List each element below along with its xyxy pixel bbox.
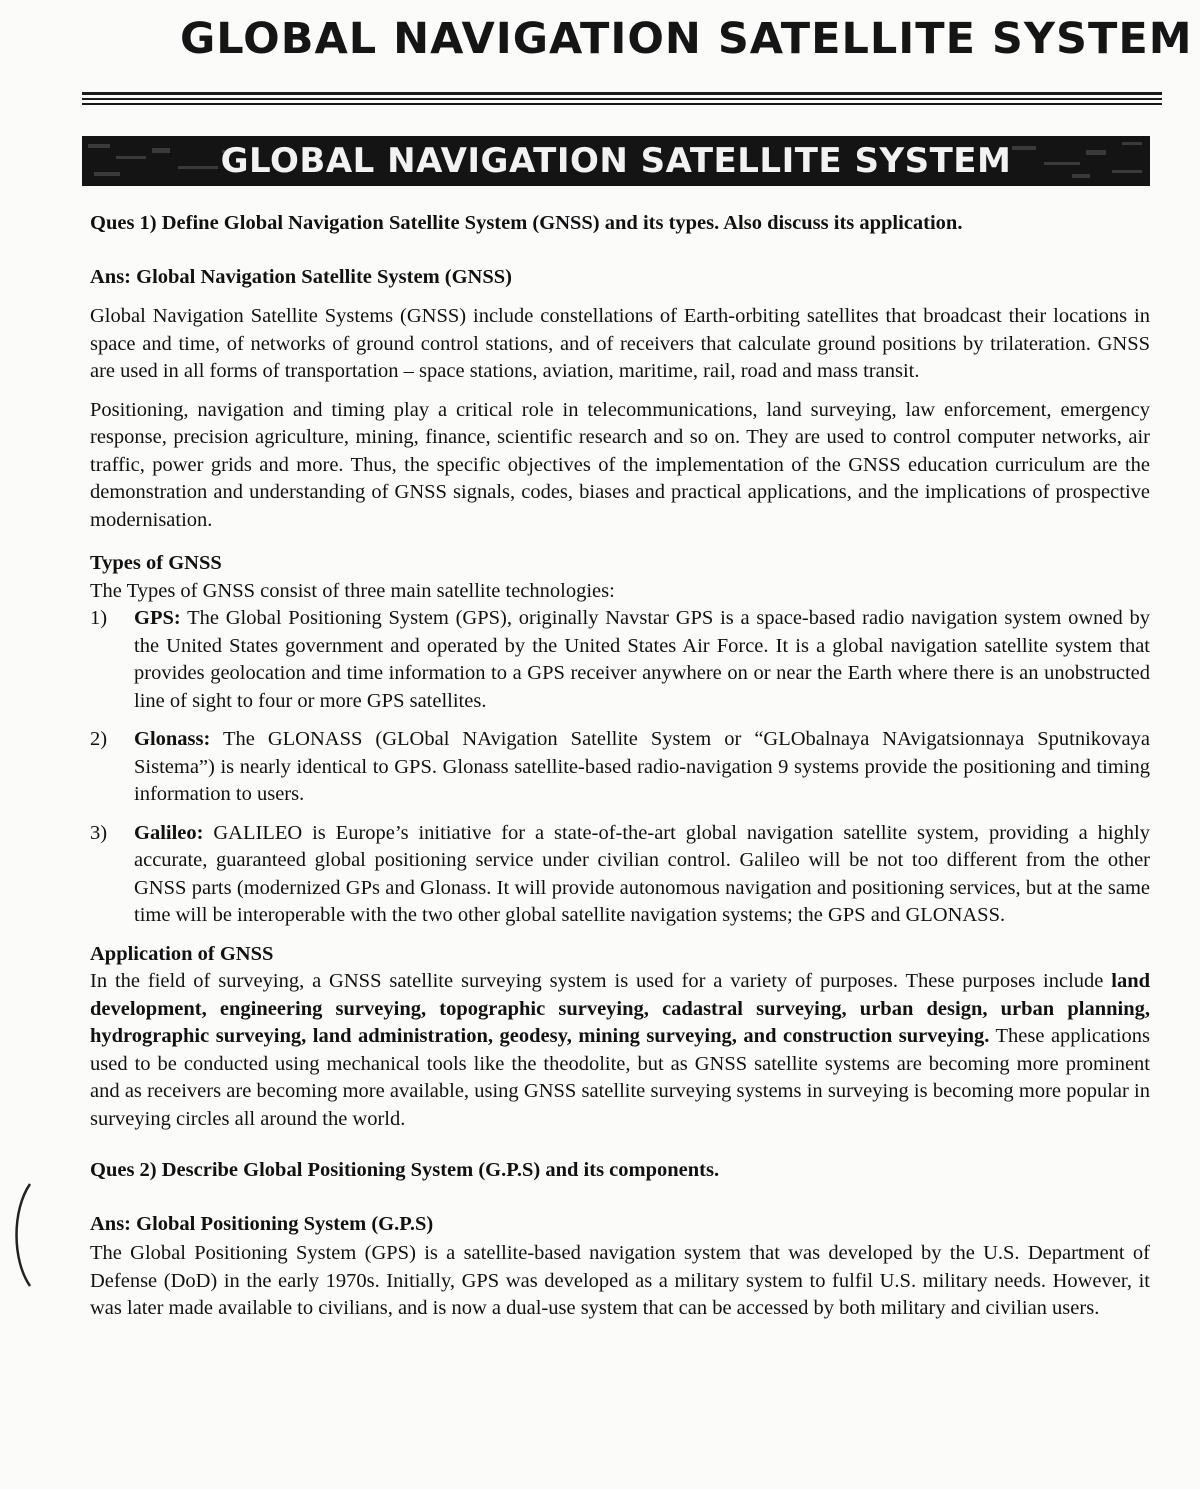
banner-title: GLOBAL NAVIGATION SATELLITE SYSTEM xyxy=(220,141,1012,181)
list-item-body xyxy=(134,605,1150,715)
title-rule-top xyxy=(82,92,1162,95)
application-text-end: These applications used to be conducted using mechanical tools like the theodolite, but as GNSS satellite systems are becoming more prominent and as receivers are becoming more available, using GNSS satellite surveying systems in surveying is becoming more popular in surveying circles all around the world. xyxy=(90,1025,1151,1130)
list-item xyxy=(90,726,1150,809)
types-heading: Types of GNSS xyxy=(90,552,222,574)
list-item-term: GPS: xyxy=(134,607,181,629)
answer-2-label-text: Ans: Global Positioning System (G.P.S) xyxy=(90,1212,434,1235)
question-1: Ques 1) Define Global Navigation Satellite System (GNSS) and its types. Also discuss its application. xyxy=(90,212,963,234)
application-heading: Application of GNSS xyxy=(90,942,274,965)
answer-2-label xyxy=(90,1211,1150,1239)
title-rule-mid xyxy=(82,98,1162,100)
answer-1-label xyxy=(90,264,1150,292)
types-intro: The Types of GNSS consist of three main satellite technologies: xyxy=(90,579,615,602)
answer-1-paragraph-2: Positioning, navigation and timing play a critical role in telecommunications, land surveying, law enforcement, emergency response, precision agriculture, mining, finance, scientific research and so on. They are used to control computer networks, air traffic, power grids and more. Thus, the specific objectives of the implementation of the GNSS education curriculum are the demonstration and understanding of GNSS signals, codes, biases and practical applications, and the implications of prospective modernisation. xyxy=(90,398,1150,531)
margin-bracket-mark xyxy=(8,1180,38,1290)
document-body xyxy=(90,210,1150,1334)
list-item-text: GALILEO is Europe’s initiative for a state-of-the-art global navigation satellite system, providing a highly accurate, guaranteed global positioning service under civilian control. Galileo will be not too different from the other GNSS parts (modernized GPs and Glonass. It will provide autonomous navigation and positioning services, but at the same time will be interoperable with the two other global satellite navigation systems; the GPS and GLONASS. xyxy=(134,821,1150,926)
application-text-start: In the field of surveying, a GNSS satellite surveying system is used for a variety of purposes. These purposes include xyxy=(90,970,1112,992)
answer-2-paragraph-1: The Global Positioning System (GPS) is a satellite-based navigation system that was developed by the U.S. Department of Defense (DoD) in the early 1970s. Initially, GPS was developed as a military system to fulfil U.S. military needs. However, it was later made available to civilians, and is now a dual-use system that can be accessed by both military and civilian users. xyxy=(90,1242,1150,1319)
list-item-body xyxy=(134,820,1150,930)
application-paragraph xyxy=(90,968,1150,1133)
list-item-text: The GLONASS (GLObal NAvigation Satellite System or “GLObalnaya NAvigatsionnaya Sputnikovaya Sistema”) is nearly identical to GPS. Glonass satellite-based radio-navigation 9 systems provide the positioning and timing information to users. xyxy=(134,728,1150,805)
answer-1-label-text: Ans: Global Navigation Satellite System (GNSS) xyxy=(90,265,512,288)
list-item-body xyxy=(134,726,1150,809)
list-item xyxy=(90,820,1150,930)
application-keywords: land development, engineering surveying, topographic surveying, cadastral surveying, urban design, urban planning, hydrographic surveying, land administration, geodesy, mining surveying, and construction surveying. xyxy=(90,970,1150,1047)
list-item-number: 3) xyxy=(90,821,108,844)
section-banner xyxy=(82,136,1150,186)
list-item xyxy=(90,605,1150,715)
main-title: GLOBAL NAVIGATION SATELLITE SYSTEM xyxy=(180,14,1193,64)
list-item-term: Glonass: xyxy=(134,728,211,750)
types-list xyxy=(90,605,1150,930)
answer-1-paragraph-1: Global Navigation Satellite Systems (GNSS) include constellations of Earth-orbiting satellites that broadcast their locations in space and time, of networks of ground control stations, and of receivers that calculate ground positions by trilateration. GNSS are used in all forms of transportation – space stations, aviation, maritime, rail, road and mass transit. xyxy=(90,305,1150,382)
list-item-text: The Global Positioning System (GPS), originally Navstar GPS is a space-based radio navigation system owned by the United States government and operated by the United States Air Force. It is a global navigation satellite system that provides geolocation and time information to a GPS receiver anywhere on or near the Earth where there is an unobstructed line of sight to four or more GPS satellites. xyxy=(134,607,1150,712)
list-item-number: 1) xyxy=(90,607,108,629)
list-item-term: Galileo: xyxy=(134,821,204,844)
question-2: Ques 2) Describe Global Positioning System (G.P.S) and its components. xyxy=(90,1159,720,1181)
list-item-number: 2) xyxy=(90,728,108,750)
title-rule-bottom xyxy=(82,103,1162,105)
